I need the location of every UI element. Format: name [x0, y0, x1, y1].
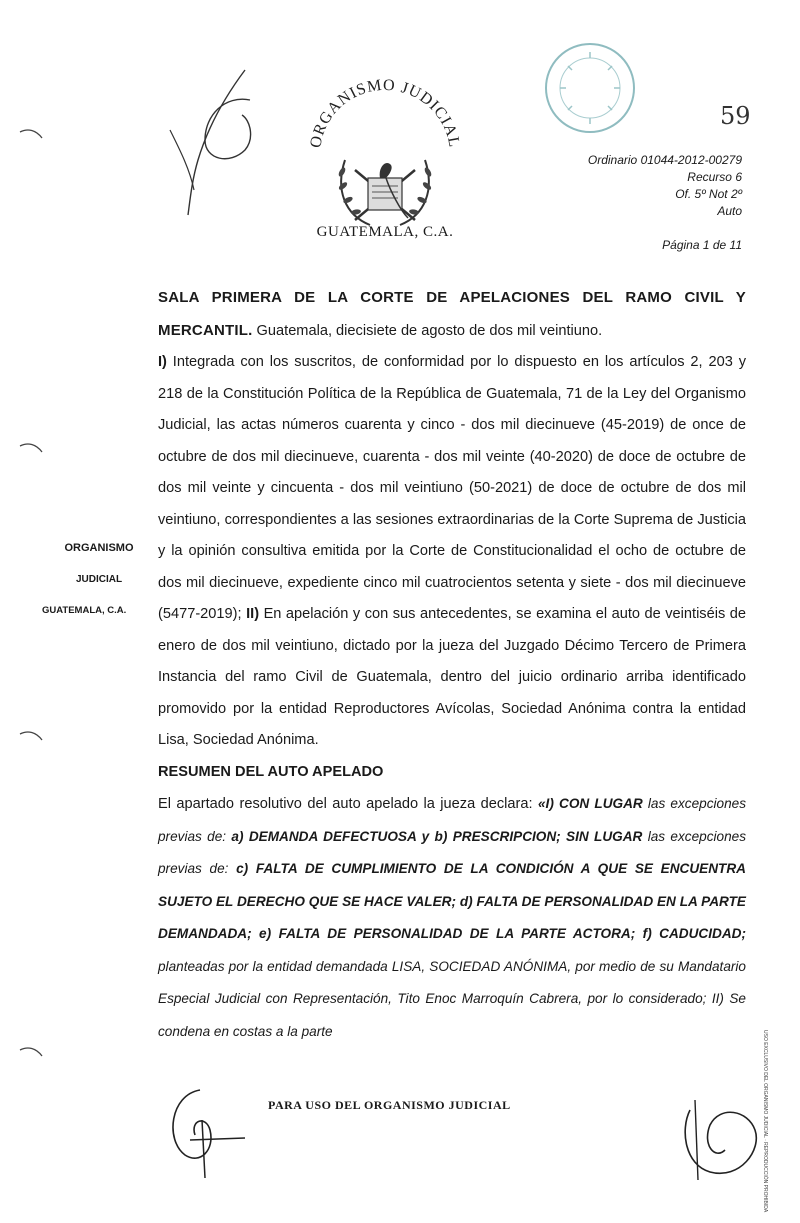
paragraph-3-lead: El apartado resolutivo del auto apelado la jueza declara: [158, 796, 538, 812]
svg-text:ORGANISMO JUDICIAL [307, 77, 462, 150]
office-notification: Of. 5º Not 2º [675, 187, 742, 201]
section-title: RESUMEN DEL AUTO APELADO [158, 763, 384, 780]
case-metadata [588, 152, 742, 220]
quote-part-5: c) FALTA DE CUMPLIMIENTO DE LA CONDICIÓN A QUE SE ENCUENTRA SUJETO EL DERECHO QUE SE HACE VALER; d) FALTA DE PERSONALIDAD EN LA PARTE DEMANDADA; e) FALTA DE PERSONALIDAD DE LA PARTE ACTORA; f) CADUCIDAD; [158, 861, 746, 941]
margin-marks [18, 110, 58, 1070]
paragraph-1-marker: I) [158, 354, 167, 370]
margin-stamp-line3: GUATEMALA, C.A. [42, 605, 127, 616]
appeal-number: Recurso 6 [687, 170, 742, 184]
paragraph-1 [158, 347, 746, 757]
case-number: Ordinario 01044-2012-00279 [587, 153, 742, 167]
handwritten-initial-left [160, 1080, 250, 1180]
margin-stamp-line1: ORGANISMO [64, 542, 134, 554]
document-body [158, 282, 746, 1048]
page-indicator: Página 1 de 11 [662, 238, 742, 252]
quote-part-6: planteadas por la entidad demandada LISA, SOCIEDAD ANÓNIMA, por medio de su Mandatario Especial Judicial con Representación, Tito Enoc Marroquín Cabrera, por lo considerado; II) Se condena en costas a la parte [158, 958, 746, 1039]
quote-part-3: a) DEMANDA DEFECTUOSA y b) PRESCRIPCION; SIN LUGAR [231, 828, 643, 844]
margin-stamp-line2: JUDICIAL [75, 574, 123, 585]
paragraph-2-text: En apelación y con sus antecedentes, se examina el auto de veintiséis de enero de dos mil veintiuno, dictado por la jueza del Juzgado Décimo Tercero de Primera Instancia del ramo Civil de Guatemala, dentro del juicio ordinario arriba identificado promovido por la entidad Reproductores Avícolas, Sociedad Anónima contra la entidad Lisa, Sociedad Anónima. [158, 606, 746, 748]
quote-part-4: las excepciones previas de: [158, 828, 746, 876]
date-line: Guatemala, diecisiete de agosto de dos mil veintiuno. [252, 322, 603, 339]
paragraph-3 [158, 788, 746, 1048]
document-type: Auto [717, 204, 742, 218]
intro-paragraph [158, 282, 746, 347]
official-seal-stamp [540, 38, 640, 138]
emblem-country-label: GUATEMALA, C.A. [316, 224, 454, 240]
handwritten-initial-right [670, 1090, 765, 1185]
edge-print-text [758, 1030, 770, 1213]
footer-label: PARA USO DEL ORGANISMO JUDICIAL [268, 1098, 511, 1112]
quote-part-1: «I) CON LUGAR [538, 796, 643, 811]
edge-print-line: USO EXCLUSIVO DEL ORGANISMO JUDICIAL · REPRODUCCIÓN PROHIBIDA [762, 1030, 768, 1213]
margin-stamp [44, 542, 154, 616]
emblem-arc-text: ORGANISMO JUDICIAL [307, 76, 463, 150]
paragraph-2-marker: II) [241, 606, 260, 622]
handwritten-signature [150, 60, 290, 220]
handwritten-folio-number: 59 [720, 102, 751, 130]
court-heading: SALA PRIMERA DE LA CORTE DE APELACIONES DEL RAMO CIVIL Y MERCANTIL. [158, 289, 746, 339]
paragraph-1-text: Integrada con los suscritos, de conformidad por lo dispuesto en los artículos 2, 203 y 218 de la Constitución Política de la República de Guatemala, 71 de la Ley del Organismo Judicial, las actas números cuarenta y cinco - dos mil diecinueve (45-2019) de once de octubre de dos mil diecinueve, cuarenta - dos mil veinte (40-2020) de doce de octubre de dos mil veinte y cincuenta - dos mil veintiuno (50-2021) de doce de octubre de dos mil veintiuno, correspondientes a las sesiones extraordinarias de la Corte Suprema de Justicia y la opinión consultiva emitida por la Corte de Constitucionalidad el ocho de octubre de dos mil diecinueve, expediente cinco mil cuatrocientos setenta y siete - dos mil diecinueve (5477-2019); [158, 354, 746, 622]
quote-part-2: las excepciones previas de: [158, 796, 747, 844]
